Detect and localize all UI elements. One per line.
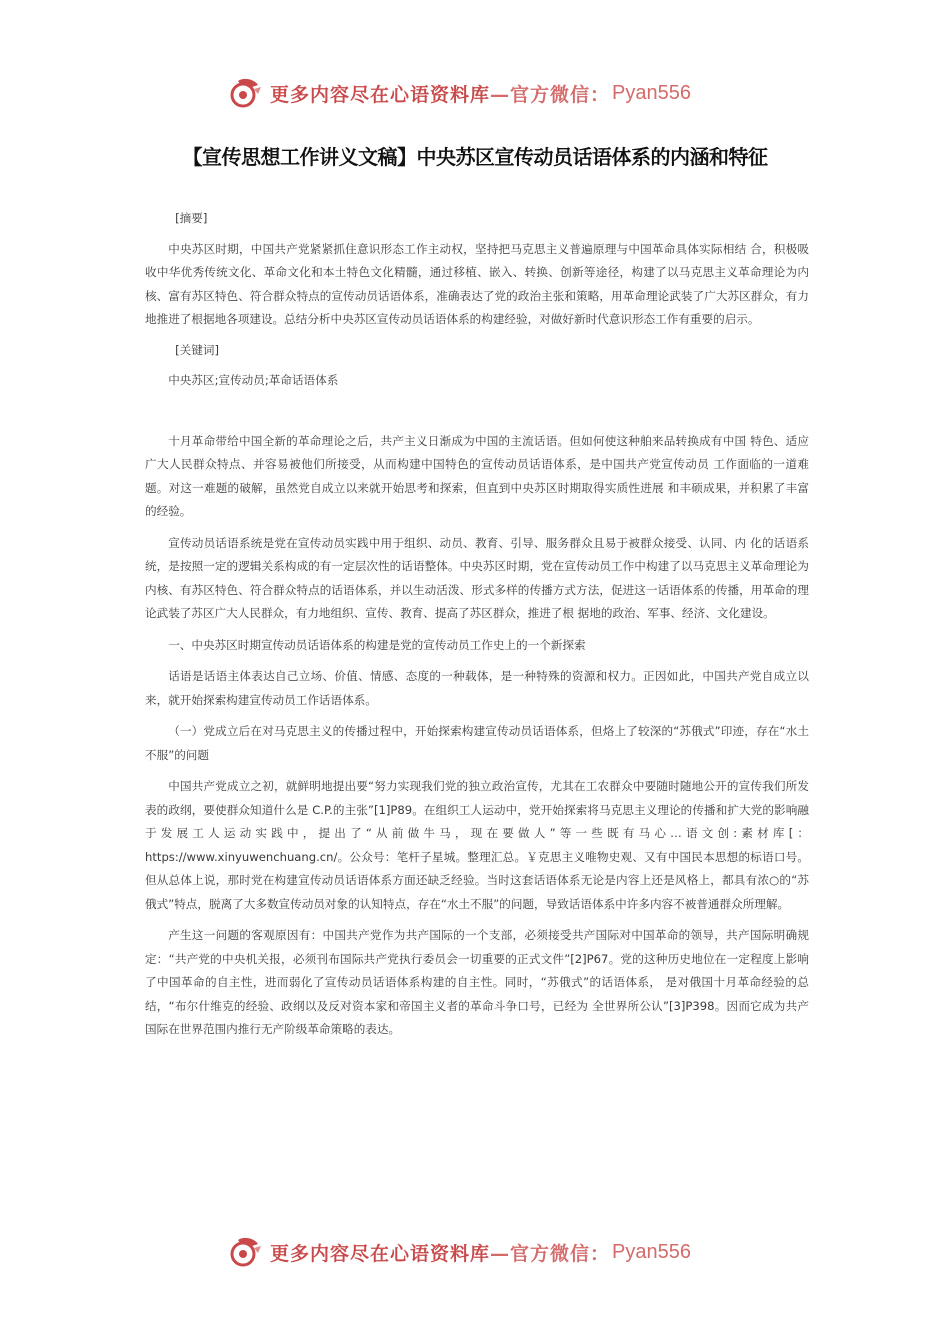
banner-text: 更多内容尽在心语资料库 — [270, 1242, 491, 1265]
paragraph: 产生这一问题的客观原因有：中国共产党作为共产国际的一个支部，必须接受共产国际对中国革命的领导，共产国际明确规定：“共产党的中央机关报，必须刊布国际共产党执行委员会一切重要的正式文件”[2]P67。党的这种历史地位在一定程度上影响了中国革命的自主性，进而弱化了宣传动员话语体系构建的自主性。同时，“苏俄式”的话语体系， 是对俄国十月革命经验的总结，“布尔什维克的经验、政纲以及反对资本家和帝国主义者的革命斗争口号，已经为 全世界所公认”[3]P398。因而它成为共产国际在世界范围内推行无产阶级革命策略的表达。 — [145, 928, 809, 1036]
paragraph: 十月革命带给中国全新的革命理论之后，共产主义日渐成为中国的主流话语。但如何使这种舶来品转换成有中国 特色、适应广大人民群众特点、并容易被他们所接受，从而构建中国特色的宣传动员话语体系，是中国共产党宣传动员 工作面临的一道难题。对这一难题的破解，虽然党自成立以来就开始思考和探索，但直到中央苏区时期取得实质性进展 和丰硕成果，并积累了丰富的经验。 — [145, 433, 809, 518]
paragraph: 中国共产党成立之初，就鲜明地提出要“努力实现我们党的独立政治宣传，尤其在工农群众中要随时随地公开的宣传我们所发表的政纲，要使群众知道什么是 C.P.的主张”[1]P89。在组织工人运动中，党开始探索将马克思主义理论的传播和扩大党的影响融于发展工人运动实践中，提出了“从前做牛马，现在要做人”等一些既有马心…语文创:素材库[：https://www.xinyuwenchuang.cn/。公众号：笔杆子星城。整理汇总。￥克思主义唯物史观、又有中国民本思想的标语口号。但从总体上说，那时党在构建宣传动员话语体系方面还缺乏经验。当时这套话语体系无论是内容上还是风格上，都具有浓○的“苏俄式”特点，脱离了大多数宣传动员对象的认知特点，存在“水土不服”的问题，导致话语体系中许多内容不被普通群众所理解。 — [145, 779, 809, 911]
section-heading: 一、中央苏区时期宣传动员话语体系的构建是党的宣传动员工作史上的一个新探索 — [168, 637, 586, 652]
banner-wechat-label: —官方微信： — [490, 83, 611, 106]
paragraph: 话语是话语主体表达自己立场、价值、情感、态度的一种载体，是一种特殊的资源和权力。正因如此，中国共产党自成立以来，就开始探索构建宣传动员工作话语体系。 — [145, 669, 809, 707]
logo-icon — [228, 1234, 264, 1270]
header-banner — [228, 73, 728, 113]
abstract-label: [摘要] — [175, 211, 208, 225]
paragraph: 宣传动员话语系统是党在宣传动员实践中用于组织、动员、教育、引导、服务群众且易于被群众接受、认同、内 化的话语系统，是按照一定的逻辑关系构成的有一定层次性的话语整体。中央苏区时期，党在宣传动员工作中构建了以马克思主义革命理论为内核、有苏区特色、符合群众特点的话语体系，并以生动活泼、形式多样的传播方式方法，促进这一话语体系的传播，用革命的理论武装了苏区广大人民群众，有力地组织、宣传、教育、提高了苏区群众，推进了根 据地的政治、军事、经济、文化建设。 — [145, 535, 809, 620]
banner-text: 更多内容尽在心语资料库 — [270, 83, 491, 106]
banner-wechat-id: Pyan556 — [612, 81, 691, 104]
subsection-heading: （一）党成立后在对马克思主义的传播过程中，开始探索构建宣传动员话语体系，但烙上了较深的“苏俄式”印迹，存在“水土不服”的问题 — [145, 724, 809, 762]
footer-banner — [228, 1232, 728, 1272]
banner-wechat-id: Pyan556 — [612, 1240, 691, 1263]
keywords-label: [关键词] — [175, 342, 219, 357]
document-title: 【宣传思想工作讲义文稿】中央苏区宣传动员话语体系的内涵和特征 — [182, 145, 768, 169]
banner-wechat-label: —官方微信： — [490, 1242, 611, 1265]
document-body — [145, 207, 809, 1042]
logo-icon — [228, 75, 264, 111]
abstract-text: 中央苏区时期，中国共产党紧紧抓住意识形态工作主动权，坚持把马克思主义普遍原理与中国革命具体实际相结 合，积极吸收中华优秀传统文化、革命文化和本土特色文化精髓，通过移植、嵌入、转换、创新等途径，构建了以马克思主义革命理论为内核、富有苏区特色、符合群众特点的宣传动员话语体系，准确表达了党的政治主张和策略，用革命理论武装了广大苏区群众，有力地推进了根据地各项建设。总结分析中央苏区宣传动员话语体系的构建经验，对做好新时代意识形态工作有重要的启示。 — [145, 241, 809, 326]
keywords-text: 中央苏区;宣传动员;革命话语体系 — [168, 373, 339, 387]
